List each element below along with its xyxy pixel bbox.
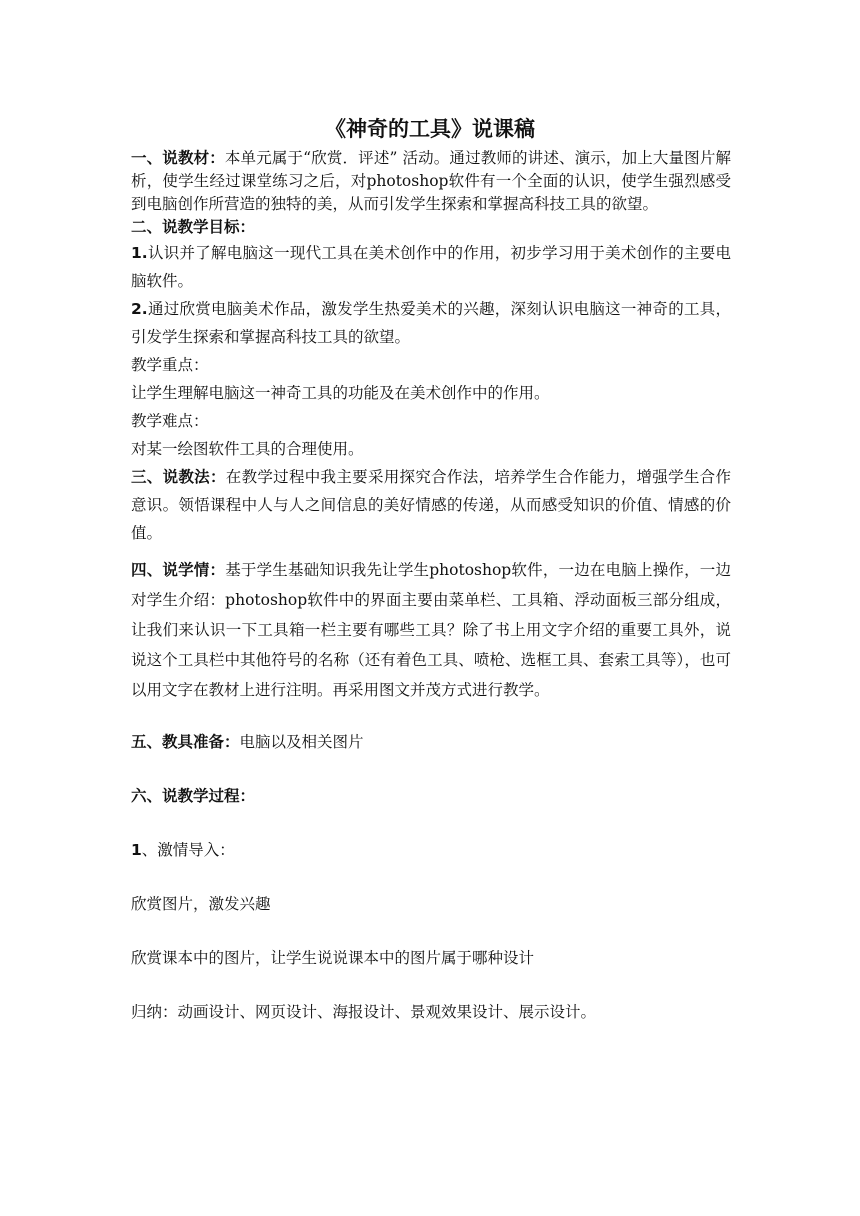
key-point-text: 让学生理解电脑这一神奇工具的功能及在美术创作中的作用。: [131, 384, 550, 402]
goal-1-text: 认识并了解电脑这一现代工具在美术创作中的作用，初步学习用于美术创作的主要电脑软件。: [131, 244, 731, 290]
document-body: [131, 147, 731, 1027]
process-step-1-number: 1: [131, 841, 142, 859]
section-learners: [131, 555, 731, 705]
goal-item-2: [131, 295, 731, 351]
difficulty-text: 对某一绘图软件工具的合理使用。: [131, 440, 364, 458]
section-materials-heading: 五、教具准备：: [131, 733, 240, 751]
section-textbook-heading: 一、说教材：: [131, 149, 225, 167]
section-method-text: 在教学过程中我主要采用探究合作法，培养学生合作能力，增强学生合作意识。领悟课程中人与人之间信息的美好情感的传递，从而感受知识的价值、情感的价值。: [131, 468, 731, 542]
section-textbook: [131, 147, 731, 216]
process-line-1: 欣赏图片，激发兴趣: [131, 895, 271, 913]
section-materials: [131, 727, 731, 757]
section-learners-heading: 四、说学情：: [131, 561, 226, 579]
goal-2-text: 通过欣赏电脑美术作品，激发学生热爱美术的兴趣，深刻认识电脑这一神奇的工具，引发学生探索和掌握高科技工具的欲望。: [131, 300, 731, 346]
section-process-heading-text: 六、说教学过程：: [131, 787, 256, 805]
section-learners-text: 基于学生基础知识我先让学生photoshop软件，一边在电脑上操作，一边对学生介绍：photoshop软件中的界面主要由菜单栏、工具箱、浮动面板三部分组成，让我们来认识一下工具箱一栏主要有哪些工具？除了书上用文字介绍的重要工具外，说说这个工具栏中其他符号的名称（还有着色工具、喷枪、选框工具、套索工具等），也可以用文字在教材上进行注明。再采用图文并茂方式进行教学。: [131, 561, 731, 699]
section-process-heading: [131, 781, 731, 811]
section-method: [131, 463, 731, 547]
section-textbook-text: 本单元属于“欣赏．评述” 活动。通过教师的讲述、演示，加上大量图片解析，使学生经过课堂练习之后，对photoshop软件有一个全面的认识，使学生强烈感受到电脑创作所营造的独特的美，从而引发学生探索和掌握高科技工具的欲望。: [131, 149, 731, 213]
section-method-heading: 三、说教法：: [131, 468, 226, 486]
process-step-1-text: 、激情导入：: [141, 841, 235, 859]
process-step-1: [131, 835, 731, 865]
document-title: 《神奇的工具》说课稿: [325, 117, 535, 141]
section-materials-text: 电脑以及相关图片: [239, 733, 364, 751]
section-goals-heading-text: 二、说教学目标：: [131, 218, 256, 236]
process-line-2: 欣赏课本中的图片，让学生说说课本中的图片属于哪种设计: [131, 949, 535, 967]
difficulty-label: 教学难点：: [131, 412, 209, 430]
goal-1-number: 1.: [131, 244, 148, 262]
key-point-label: 教学重点：: [131, 356, 209, 374]
process-line-3: 归纳：动画设计、网页设计、海报设计、景观效果设计、展示设计。: [131, 1003, 597, 1021]
goal-item-1: [131, 239, 731, 295]
section-goals-heading: [131, 216, 731, 239]
goal-2-number: 2.: [131, 300, 148, 318]
